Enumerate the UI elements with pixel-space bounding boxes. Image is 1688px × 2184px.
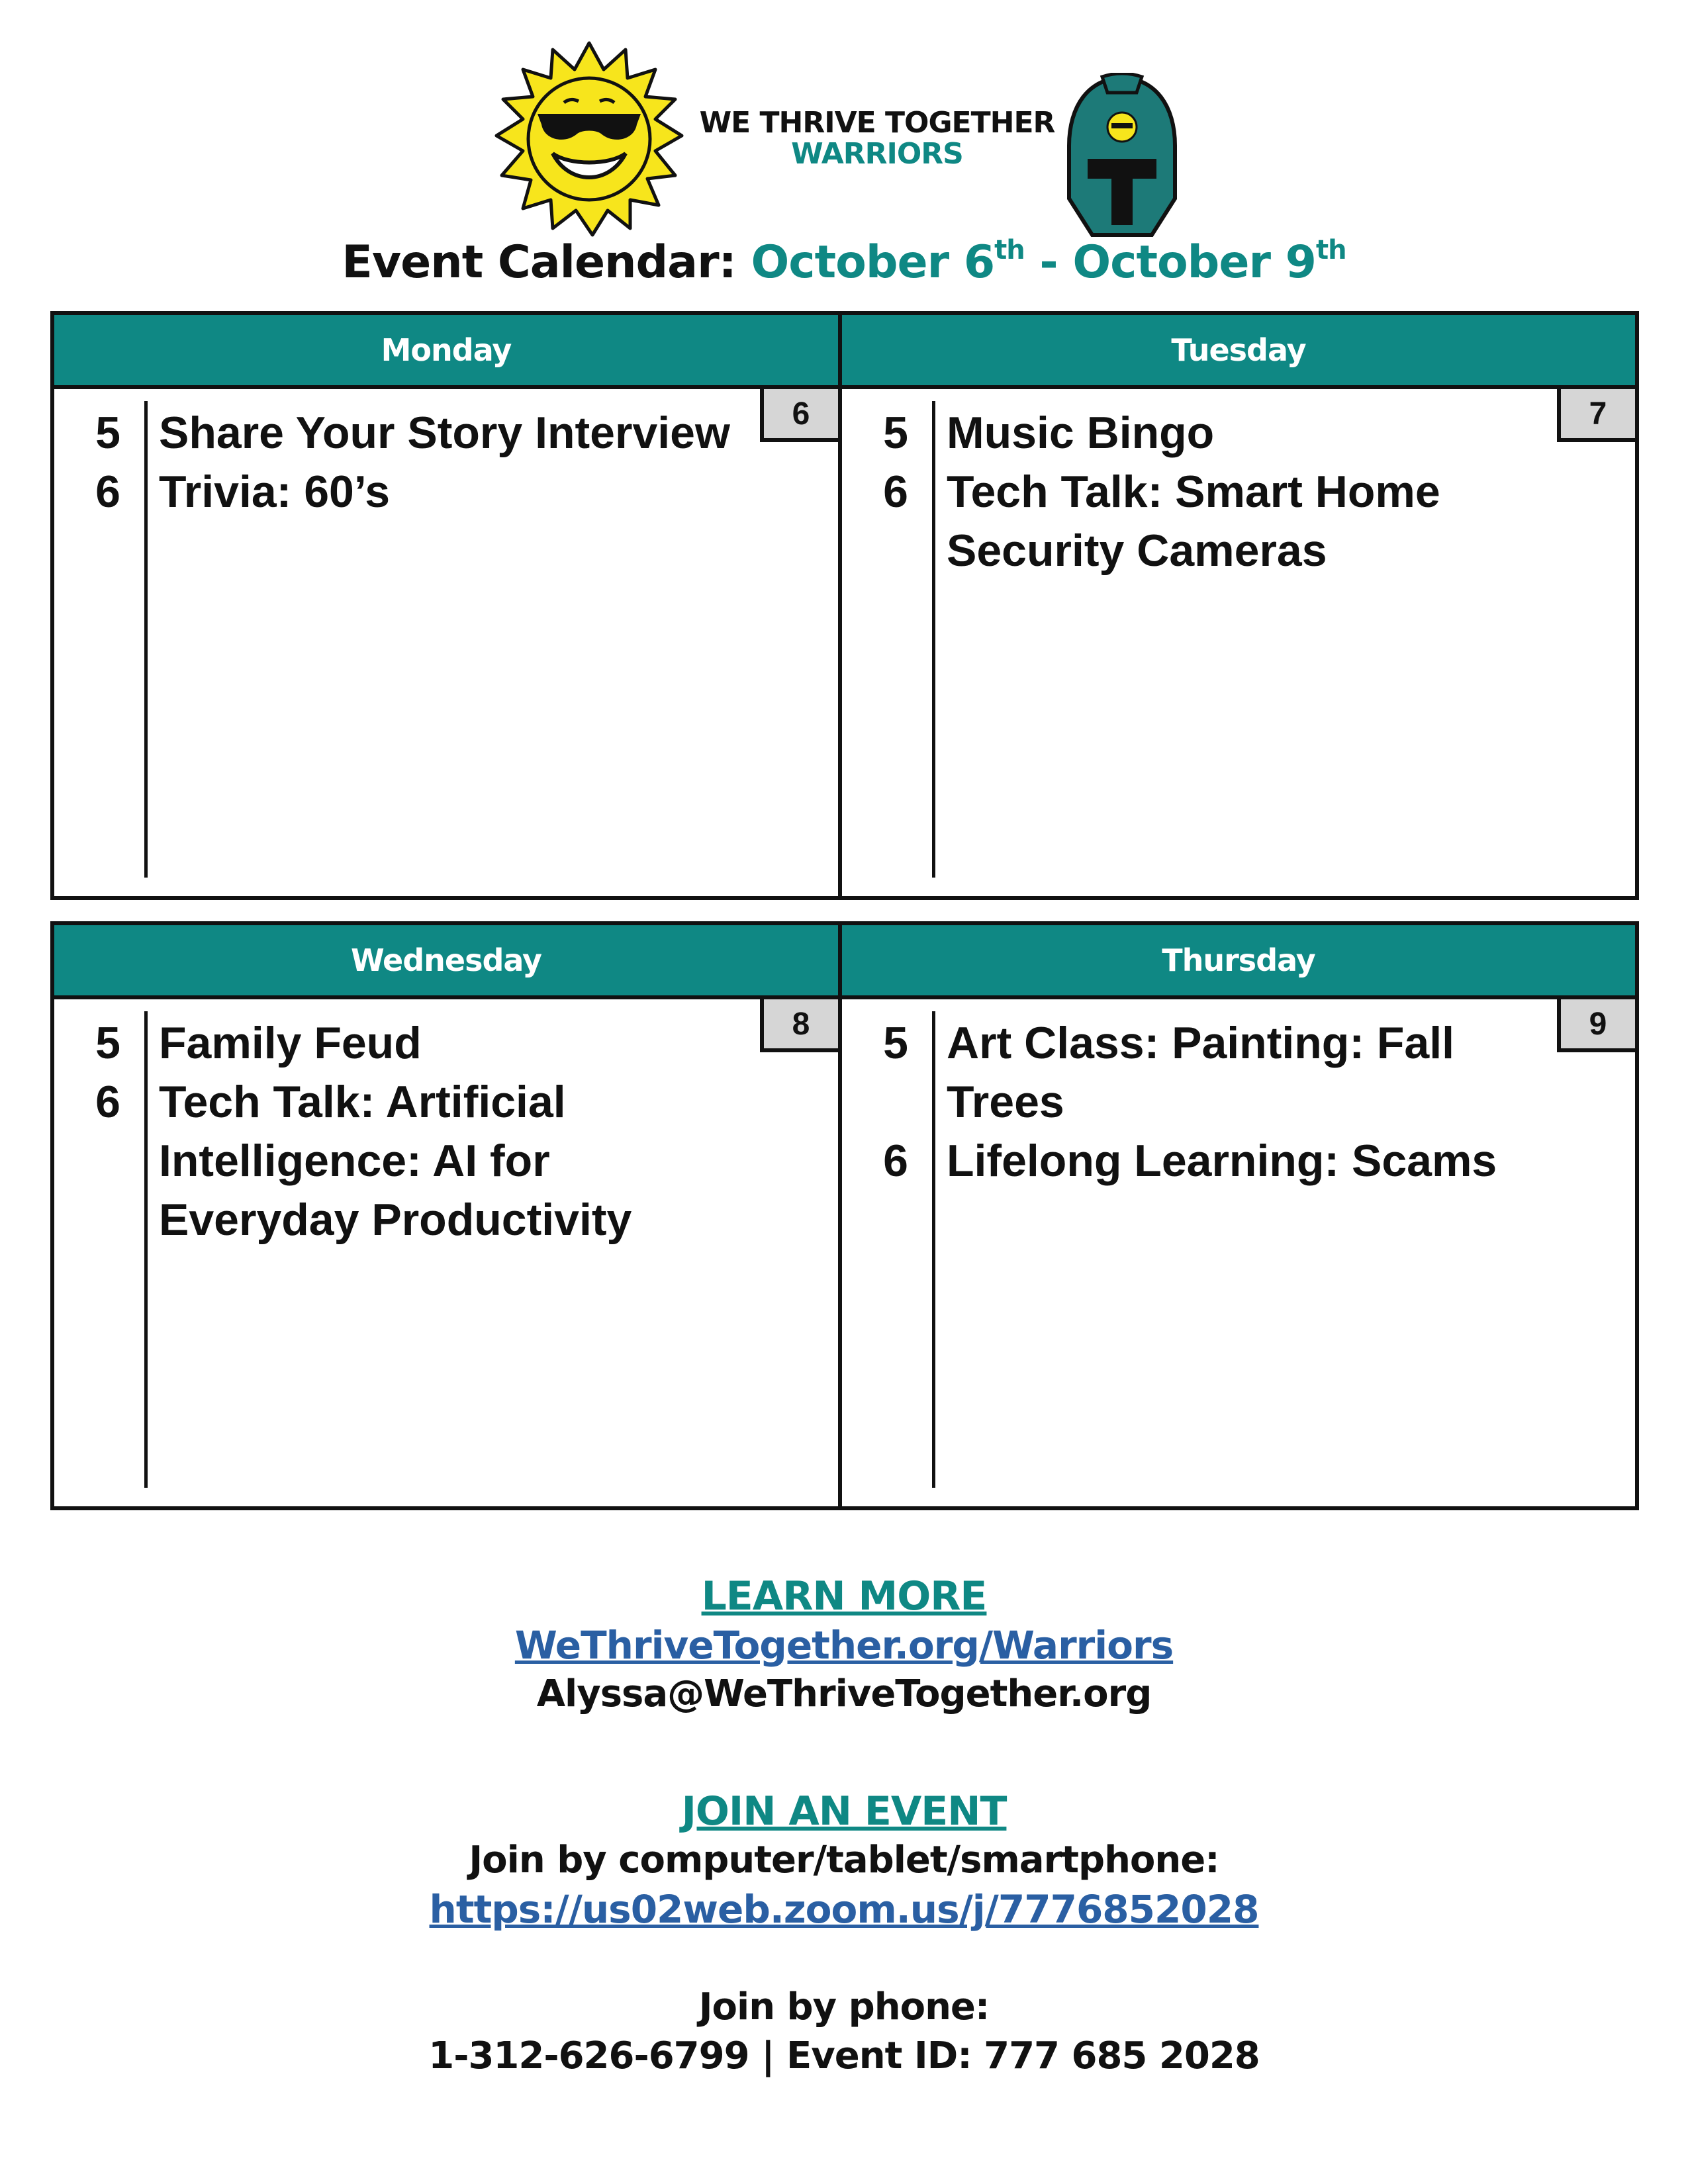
event-list xyxy=(842,1014,1635,1191)
day-cell-wednesday xyxy=(54,999,842,1506)
event-time: 5 xyxy=(883,408,908,458)
header xyxy=(0,40,1688,238)
date-badge: 7 xyxy=(1557,389,1635,442)
title-sep: - xyxy=(1024,236,1073,289)
join-section xyxy=(0,1787,1688,2081)
brand-wordmark xyxy=(695,106,1059,171)
event-list xyxy=(54,404,838,522)
footer xyxy=(0,1572,1688,1719)
event-name: Tech Talk: Artificial Intelligence: AI for Everyday Productivity xyxy=(159,1077,632,1245)
day-cell-monday xyxy=(54,389,842,896)
calendar-week-top xyxy=(50,311,1639,900)
event-time: 6 xyxy=(883,467,908,517)
day-cell-thursday xyxy=(842,999,1635,1506)
learn-more-heading: LEARN MORE xyxy=(701,1573,987,1619)
zoom-link[interactable]: https://us02web.zoom.us/j/7776852028 xyxy=(429,1887,1259,1932)
sun-logo-icon xyxy=(490,40,688,238)
calendar-week-bottom xyxy=(50,921,1639,1510)
title-start: October 6 xyxy=(751,236,995,289)
event-name: Share Your Story Interview xyxy=(159,408,730,458)
day-header-wednesday: Wednesday xyxy=(54,925,842,995)
event-item xyxy=(54,404,838,463)
event-item xyxy=(54,1073,838,1250)
event-time: 5 xyxy=(95,1018,120,1068)
brand-line-2: WARRIORS xyxy=(791,137,963,171)
title-prefix: Event Calendar: xyxy=(342,236,736,289)
event-list xyxy=(842,404,1635,580)
event-name: Family Feud xyxy=(159,1018,422,1068)
title-end: October 9 xyxy=(1072,236,1316,289)
join-computer-label: Join by computer/tablet/smartphone: xyxy=(469,1839,1219,1882)
day-cell-tuesday xyxy=(842,389,1635,896)
brand-line-1: WE THRIVE TOGETHER xyxy=(699,106,1055,140)
day-header-monday: Monday xyxy=(54,315,842,385)
event-name: Tech Talk: Smart Home Security Cameras xyxy=(947,467,1440,576)
event-name: Music Bingo xyxy=(947,408,1215,458)
phone-and-event-id: 1-312-626-6799 | Event ID: 777 685 2028 xyxy=(428,2034,1260,2077)
event-time: 6 xyxy=(95,1077,120,1127)
event-item xyxy=(842,1132,1635,1191)
join-phone-label: Join by phone: xyxy=(698,1985,990,2028)
join-event-heading: JOIN AN EVENT xyxy=(681,1788,1007,1835)
event-item xyxy=(54,1014,838,1073)
event-name: Trivia: 60’s xyxy=(159,467,391,517)
day-header-row xyxy=(54,315,1635,389)
day-header-row xyxy=(54,925,1635,999)
date-badge: 8 xyxy=(760,999,838,1052)
event-time: 5 xyxy=(95,408,120,458)
event-item xyxy=(842,1014,1635,1132)
date-badge: 6 xyxy=(760,389,838,442)
spacer xyxy=(0,1934,1688,1983)
event-item xyxy=(842,404,1635,463)
event-name: Lifelong Learning: Scams xyxy=(947,1136,1497,1186)
title-end-sup: th xyxy=(1315,235,1346,265)
website-link[interactable]: WeThriveTogether.org/Warriors xyxy=(514,1623,1174,1668)
day-header-tuesday: Tuesday xyxy=(1171,332,1306,368)
event-name: Art Class: Painting: Fall Trees xyxy=(947,1018,1454,1127)
event-time: 6 xyxy=(883,1136,908,1186)
event-item xyxy=(842,463,1635,580)
event-list xyxy=(54,1014,838,1250)
event-time: 5 xyxy=(883,1018,908,1068)
day-body-row xyxy=(54,389,1635,896)
contact-email: Alyssa@WeThriveTogether.org xyxy=(536,1672,1152,1715)
day-body-row xyxy=(54,999,1635,1506)
warrior-helmet-icon xyxy=(1062,73,1182,238)
event-item xyxy=(54,463,838,522)
title-start-sup: th xyxy=(994,235,1025,265)
day-header-thursday: Thursday xyxy=(1162,942,1315,978)
event-time: 6 xyxy=(95,467,120,517)
title-date-range xyxy=(751,236,1346,289)
page-title xyxy=(0,235,1688,289)
date-badge: 9 xyxy=(1557,999,1635,1052)
